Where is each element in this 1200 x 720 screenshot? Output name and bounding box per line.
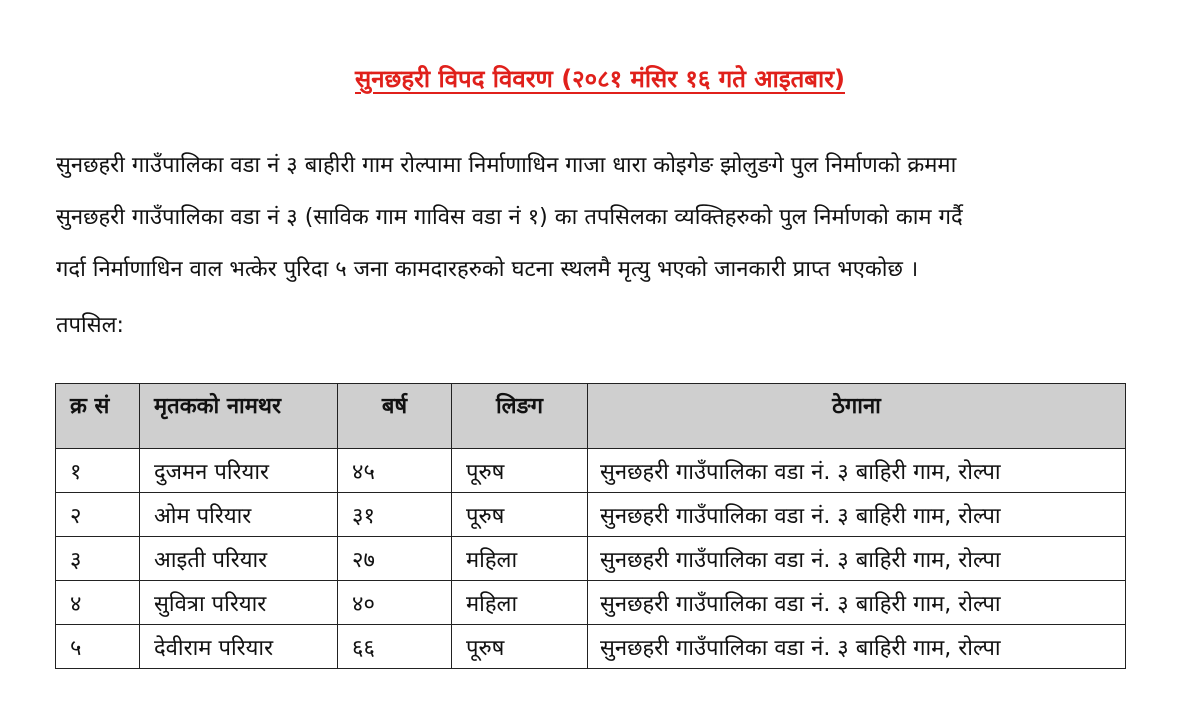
table-row xyxy=(56,493,1126,537)
cell-serial: ५ xyxy=(56,625,140,669)
column-header-serial: क्र सं xyxy=(56,384,140,449)
column-header-name: मृतकको नामथर xyxy=(140,384,338,449)
cell-gender: पूरुष xyxy=(452,625,588,669)
paragraph-line-3: गर्दा निर्माणाधिन वाल भत्केर पुरिदा ५ जना कामदारहरुको घटना स्थलमै मृत्यु भएको जानकारी प्राप्त भएकोछ । xyxy=(56,257,919,282)
table-row xyxy=(56,449,1126,493)
cell-age: ४० xyxy=(338,581,452,625)
cell-age: २७ xyxy=(338,537,452,581)
table-row xyxy=(56,581,1126,625)
cell-age: ४५ xyxy=(338,449,452,493)
cell-serial: ३ xyxy=(56,537,140,581)
cell-serial: १ xyxy=(56,449,140,493)
cell-address: सुनछहरी गाउँपालिका वडा नं. ३ बाहिरी गाम, रोल्पा xyxy=(588,625,1126,669)
victims-table xyxy=(55,383,1126,669)
table-row xyxy=(56,537,1126,581)
cell-gender: पूरुष xyxy=(452,493,588,537)
cell-serial: २ xyxy=(56,493,140,537)
document-title: सुनछहरी विपद विवरण (२०८१ मंसिर १६ गते आइतबार) xyxy=(355,65,845,93)
cell-address: सुनछहरी गाउँपालिका वडा नं. ३ बाहिरी गाम, रोल्पा xyxy=(588,493,1126,537)
cell-name: सुवित्रा परियार xyxy=(140,581,338,625)
cell-address: सुनछहरी गाउँपालिका वडा नं. ३ बाहिरी गाम, रोल्पा xyxy=(588,581,1126,625)
cell-gender: महिला xyxy=(452,537,588,581)
cell-gender: महिला xyxy=(452,581,588,625)
cell-name: ओम परियार xyxy=(140,493,338,537)
cell-serial: ४ xyxy=(56,581,140,625)
paragraph-line-1: सुनछहरी गाउँपालिका वडा नं ३ बाहीरी गाम रोल्पामा निर्माणाधिन गाजा धारा कोइगेङ झोलुङगे पुल निर्माणको क्रममा xyxy=(56,153,957,178)
column-header-address: ठेगाना xyxy=(588,384,1126,449)
column-header-gender: लिङग xyxy=(452,384,588,449)
cell-name: आइती परियार xyxy=(140,537,338,581)
cell-age: ६६ xyxy=(338,625,452,669)
cell-address: सुनछहरी गाउँपालिका वडा नं. ३ बाहिरी गाम, रोल्पा xyxy=(588,449,1126,493)
incident-paragraph xyxy=(56,140,1146,296)
details-subheading: तपसिल: xyxy=(56,313,124,338)
table-row xyxy=(56,625,1126,669)
cell-age: ३१ xyxy=(338,493,452,537)
cell-gender: पूरुष xyxy=(452,449,588,493)
table-header-row xyxy=(56,384,1126,449)
cell-name: देवीराम परियार xyxy=(140,625,338,669)
cell-name: दुजमन परियार xyxy=(140,449,338,493)
paragraph-line-2: सुनछहरी गाउँपालिका वडा नं ३ (साविक गाम गाविस वडा नं १) का तपसिलका व्यक्तिहरुको पुल निर्माणको काम गर्दै xyxy=(56,205,963,230)
column-header-age: बर्ष xyxy=(338,384,452,449)
cell-address: सुनछहरी गाउँपालिका वडा नं. ३ बाहिरी गाम, रोल्पा xyxy=(588,537,1126,581)
